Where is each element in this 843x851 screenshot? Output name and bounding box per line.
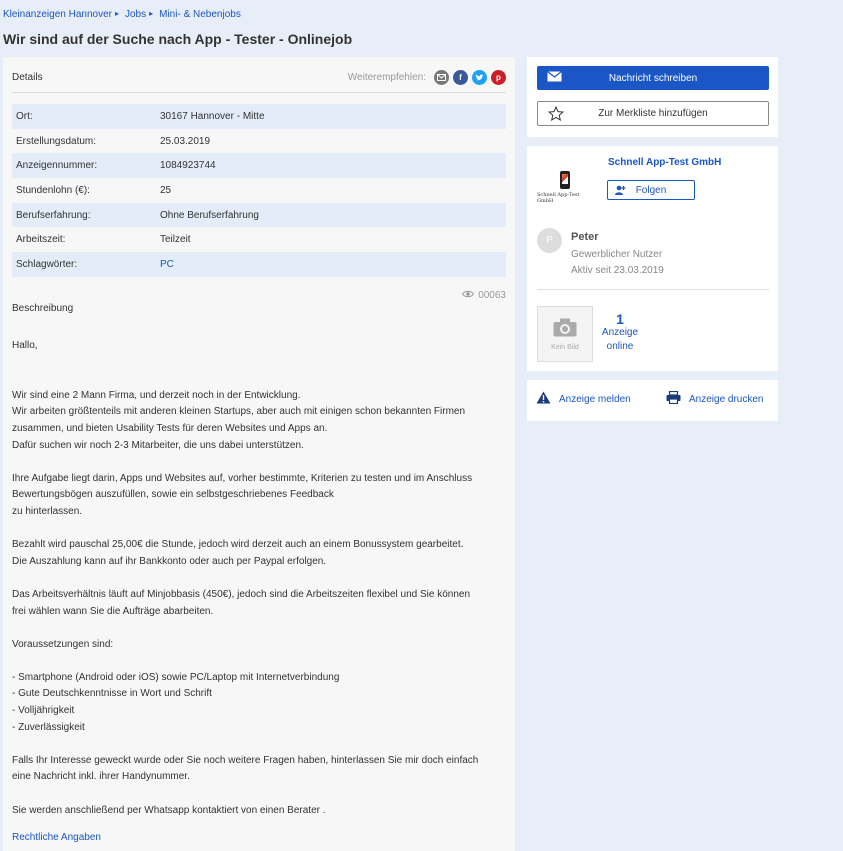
- contact-card: [527, 57, 778, 137]
- description-line: Bezahlt wird pauschal 25,00€ die Stunde, jedoch wird derzeit auch an einem Bonussystem gearbeitet.: [12, 539, 464, 551]
- attribute-value: 30167 Hannover - Mitte: [160, 110, 265, 122]
- breadcrumb-item-kleinanzeigen-hannover[interactable]: Kleinanzeigen Hannover: [3, 9, 112, 20]
- description-line: Wir arbeiten größtenteils mit anderen kleinen Startups, aber auch mit einigen schon bekannten Firmen: [12, 406, 466, 418]
- description-line: Voraussetzungen sind:: [12, 638, 114, 650]
- no-image-placeholder[interactable]: [537, 306, 593, 362]
- company-name-link[interactable]: Schnell App-Test GmbH: [608, 157, 722, 168]
- page-title: Wir sind auf der Suche nach App - Tester - Onlinejob: [3, 31, 353, 47]
- twitter-icon[interactable]: [472, 70, 487, 85]
- description-line: zu hinterlassen.: [12, 505, 83, 517]
- eye-icon: [462, 290, 474, 301]
- write-message-button[interactable]: [537, 66, 769, 90]
- ad-actions-card: [527, 380, 778, 421]
- envelope-icon: [547, 71, 562, 85]
- attribute-key: Schlagwörter:: [16, 258, 78, 270]
- view-counter: [462, 290, 506, 301]
- share-label: Weiterempfehlen:: [347, 72, 426, 83]
- details-heading: Details: [12, 72, 43, 83]
- description-line: - Zuverlässigkeit: [12, 721, 85, 733]
- report-ad-link[interactable]: [536, 391, 631, 407]
- share-bar: [348, 70, 506, 85]
- attribute-row: [12, 178, 506, 203]
- seller-name: Peter: [571, 231, 599, 243]
- print-ad-link[interactable]: [666, 391, 764, 407]
- printer-icon: [666, 391, 681, 407]
- write-message-label: Nachricht schreiben: [608, 72, 698, 84]
- seller-active-since: Aktiv seit 23.03.2019: [571, 265, 664, 276]
- description-line: frei wählen wann Sie die Aufträge abarbeiten.: [12, 605, 214, 617]
- camera-icon: [553, 318, 577, 339]
- attribute-value: 25: [160, 184, 172, 196]
- description-line: - Gute Deutschkenntnisse in Wort und Schrift: [12, 688, 212, 700]
- description-line: [12, 570, 506, 587]
- company-logo[interactable]: [537, 168, 592, 206]
- follow-label: Folgen: [635, 184, 667, 196]
- tag-link-pc[interactable]: PC: [160, 258, 174, 270]
- description-line: Bewertungsbögen auszufüllen, sowie ein selbstgeschriebenes Feedback: [12, 489, 334, 501]
- description-line: Hallo,: [12, 340, 38, 351]
- follow-button[interactable]: [607, 180, 695, 200]
- breadcrumb-separator: ▸: [114, 9, 119, 18]
- description-line: Die Auszahlung kann auf ihr Bankkonto oder auch per Paypal erfolgen.: [12, 555, 327, 567]
- no-image-label: Kein Bild: [551, 343, 579, 351]
- description-line: [12, 620, 506, 637]
- attribute-value: 1084923744: [160, 160, 216, 172]
- add-to-watchlist-button[interactable]: [537, 101, 769, 126]
- description-line: Sie werden anschließend per Whatsapp kontaktiert von einen Berater .: [12, 804, 326, 816]
- description-line: eine Nachricht inkl. ihrer Handynummer.: [12, 771, 190, 783]
- description-line: zusammen, und bieten Usability Tests für deren Websites und Apps an.: [12, 422, 328, 434]
- attribute-key: Berufserfahrung:: [16, 209, 91, 221]
- ads-count-number: 1: [616, 311, 624, 327]
- description-line: [12, 371, 506, 388]
- ads-online-label: online: [606, 341, 634, 352]
- ads-count-label: Anzeige: [601, 327, 639, 338]
- description-line: Das Arbeitsverhältnis läuft auf Minjobbasis (450€), jedoch sind die Arbeitszeiten flexibel und Sie können: [12, 588, 471, 600]
- attribute-value: 25.03.2019: [160, 135, 211, 147]
- description-line: - Smartphone (Android oder iOS) sowie PC/Laptop mit Internetverbindung: [12, 671, 340, 683]
- legal-info-link[interactable]: Rechtliche Angaben: [12, 832, 101, 843]
- attribute-key: Ort:: [16, 110, 33, 122]
- phone-logo-icon: [560, 171, 570, 189]
- attribute-value: Teilzeit: [160, 234, 191, 246]
- attribute-row: [12, 104, 506, 129]
- mail-icon[interactable]: [434, 70, 449, 85]
- description-text: [12, 338, 506, 819]
- description-line: [12, 653, 506, 670]
- description-line: Dafür suchen wir noch 2-3 Mitarbeiter, die uns dabei unterstützen.: [12, 439, 304, 451]
- ad-details-card: [3, 57, 515, 851]
- avatar: P: [537, 228, 562, 253]
- seller-type: Gewerblicher Nutzer: [571, 249, 663, 260]
- description-line: - Volljährigkeit: [12, 705, 75, 717]
- attribute-key: Stundenlohn (€):: [16, 184, 90, 196]
- breadcrumb-item-jobs[interactable]: Jobs: [124, 9, 147, 20]
- pinterest-icon[interactable]: p: [491, 70, 506, 85]
- attribute-row: [12, 227, 506, 252]
- divider: [537, 289, 769, 290]
- details-header: [12, 70, 506, 85]
- add-user-icon: [615, 185, 626, 198]
- seller-card: [527, 146, 778, 371]
- attribute-key: Erstellungsdatum:: [16, 135, 97, 147]
- facebook-icon[interactable]: f: [453, 70, 468, 85]
- description-line: [12, 521, 506, 538]
- star-icon: [548, 106, 564, 124]
- description-heading: Beschreibung: [12, 303, 74, 314]
- attribute-row: [12, 129, 506, 154]
- view-count: 00063: [478, 290, 506, 301]
- warning-icon: [536, 391, 551, 407]
- company-logo-text: Schnell App-Test GmbH: [537, 191, 580, 204]
- attribute-key: Anzeigennummer:: [16, 160, 98, 172]
- attribute-key: Arbeitszeit:: [16, 234, 66, 246]
- print-ad-label: Anzeige drucken: [689, 393, 764, 405]
- description-line: Falls Ihr Interesse geweckt wurde oder Sie noch weitere Fragen haben, hinterlassen Sie mir doch einfach: [12, 754, 479, 766]
- breadcrumb: [3, 9, 241, 20]
- description-line: [12, 454, 506, 471]
- description-line: Wir sind eine 2 Mann Firma, und derzeit noch in der Entwicklung.: [12, 389, 301, 401]
- watchlist-label: Zur Merkliste hinzufügen: [598, 108, 708, 119]
- report-ad-label: Anzeige melden: [559, 393, 631, 405]
- attribute-value: Ohne Berufserfahrung: [160, 209, 259, 221]
- attribute-row: [12, 252, 506, 277]
- breadcrumb-separator: ▸: [149, 9, 154, 18]
- attribute-row: [12, 153, 506, 178]
- description-line: [12, 786, 506, 803]
- description-line: [12, 736, 506, 753]
- description-line: Ihre Aufgabe liegt darin, Apps und Websites auf, vorher bestimmte, Kriterien zu testen und im Anschluss: [12, 472, 473, 484]
- description-line: [12, 355, 506, 372]
- divider: [12, 92, 506, 93]
- breadcrumb-item-mini-nebenjobs[interactable]: Mini- & Nebenjobs: [159, 9, 241, 20]
- attributes-table: [12, 104, 506, 277]
- attribute-row: [12, 203, 506, 228]
- seller-ads-online-link[interactable]: [599, 312, 641, 354]
